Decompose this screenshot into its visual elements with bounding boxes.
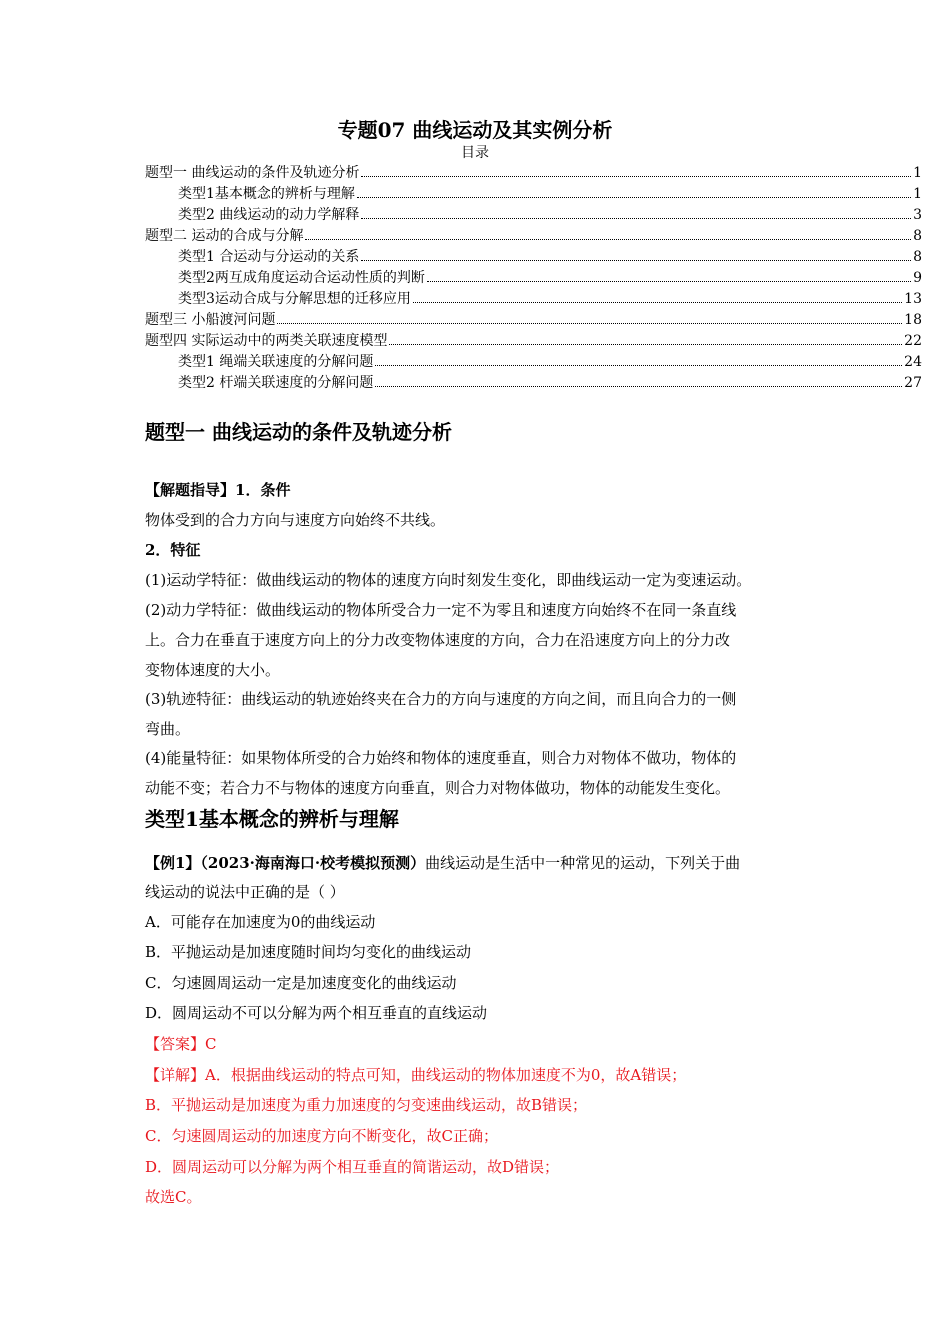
feature-line: (1)运动学特征：做曲线运动的物体的速度方向时刻发生变化，即曲线运动一定为变速运动。 <box>145 571 752 589</box>
answer-value: C <box>205 1035 217 1053</box>
example-label: 【例1】（2023·海南海口·校考模拟预测） <box>145 854 426 872</box>
explanation-text: 故选C。 <box>145 1188 202 1206</box>
option-b: B．平抛运动是加速度随时间均匀变化的曲线运动 <box>145 943 472 961</box>
guide-label: 【解题指导】1．条件 <box>145 481 291 499</box>
toc-entry[interactable] <box>145 309 922 330</box>
toc-entry[interactable] <box>145 288 922 309</box>
toc-entry-label: 题型三 小船渡河问题 <box>145 312 276 328</box>
toc-entry-label: 类型3运动合成与分解思想的迁移应用 <box>178 291 411 307</box>
toc-leader-dots <box>361 162 911 177</box>
toc-leader-dots <box>375 372 902 387</box>
answer-line <box>145 1033 217 1055</box>
toc-leader-dots <box>413 288 902 303</box>
guide-text: 物体受到的合力方向与速度方向始终不共线。 <box>145 511 446 529</box>
toc-entry[interactable] <box>145 204 922 225</box>
example-text: 线运动的说法中正确的是（ ） <box>145 883 345 901</box>
explanation-line <box>145 1064 686 1086</box>
feature-label: 2．特征 <box>145 541 201 559</box>
subsection-heading: 类型1基本概念的辨析与理解 <box>145 807 399 831</box>
example-line <box>145 852 740 874</box>
toc-entry-page: 1 <box>913 186 922 202</box>
toc-entry-page: 13 <box>904 291 922 307</box>
toc-leader-dots <box>389 330 902 345</box>
toc-entry-page: 18 <box>904 312 922 328</box>
feature-line: 上。合力在垂直于速度方向上的分力改变物体速度的方向，合力在沿速度方向上的分力改 <box>145 631 731 649</box>
toc-entry[interactable] <box>145 351 922 372</box>
toc-leader-dots <box>427 267 911 282</box>
toc-entry[interactable] <box>145 330 922 351</box>
toc-entry[interactable] <box>145 267 922 288</box>
toc-entry-label: 题型一 曲线运动的条件及轨迹分析 <box>145 165 360 181</box>
toc-leader-dots <box>357 183 911 198</box>
toc-entry-label: 题型二 运动的合成与分解 <box>145 228 304 244</box>
toc-entry-page: 22 <box>904 333 922 349</box>
feature-line: (4)能量特征：如果物体所受的合力始终和物体的速度垂直，则合力对物体不做功，物体的 <box>145 749 737 767</box>
toc-entry[interactable] <box>145 162 922 183</box>
toc-leader-dots <box>361 204 911 219</box>
document-title: 专题07 曲线运动及其实例分析 <box>337 118 613 142</box>
toc-leader-dots <box>375 351 902 366</box>
option-d: D．圆周运动不可以分解为两个相互垂直的直线运动 <box>145 1004 488 1022</box>
feature-line: 弯曲。 <box>145 720 191 738</box>
toc-entry-label: 类型1 绳端关联速度的分解问题 <box>178 354 374 370</box>
toc-entry-page: 8 <box>913 228 922 244</box>
answer-label: 【答案】 <box>145 1035 206 1053</box>
feature-line: (3)轨迹特征：曲线运动的轨迹始终夹在合力的方向与速度的方向之间，而且向合力的一侧 <box>145 690 737 708</box>
toc-entry[interactable] <box>145 246 922 267</box>
section-heading: 题型一 曲线运动的条件及轨迹分析 <box>145 420 452 444</box>
toc-entry-label: 类型2 杆端关联速度的分解问题 <box>178 375 374 391</box>
toc-entry-label: 类型2两互成角度运动合运动性质的判断 <box>178 270 425 286</box>
explanation-text: D．圆周运动可以分解为两个相互垂直的简谐运动，故D错误； <box>145 1158 560 1176</box>
toc-heading: 目录 <box>461 145 489 161</box>
toc-entry-label: 题型四 实际运动中的两类关联速度模型 <box>145 333 388 349</box>
option-c: C．匀速圆周运动一定是加速度变化的曲线运动 <box>145 974 457 992</box>
toc-entry-label: 类型1基本概念的辨析与理解 <box>178 186 355 202</box>
toc-entry-label: 类型1 合运动与分运动的关系 <box>178 249 360 265</box>
table-of-contents <box>145 162 922 393</box>
feature-line: (2)动力学特征：做曲线运动的物体所受合力一定不为零且和速度方向始终不在同一条直线 <box>145 601 737 619</box>
toc-entry[interactable] <box>145 372 922 393</box>
explanation-text: B．平抛运动是加速度为重力加速度的匀变速曲线运动，故B错误； <box>145 1096 588 1114</box>
toc-entry[interactable] <box>145 183 922 204</box>
toc-entry[interactable] <box>145 225 922 246</box>
toc-entry-page: 9 <box>913 270 922 286</box>
toc-entry-label: 类型2 曲线运动的动力学解释 <box>178 207 360 223</box>
toc-entry-page: 24 <box>904 354 922 370</box>
toc-leader-dots <box>361 246 911 261</box>
explanation-text: A．根据曲线运动的特点可知，曲线运动的物体加速度不为0，故A错误； <box>205 1066 687 1084</box>
feature-line: 动能不变；若合力不与物体的速度方向垂直，则合力对物体做功，物体的动能发生变化。 <box>145 779 731 797</box>
explanation-label: 【详解】 <box>145 1066 206 1084</box>
feature-line: 变物体速度的大小。 <box>145 661 281 679</box>
toc-entry-page: 3 <box>913 207 922 223</box>
toc-entry-page: 1 <box>913 165 922 181</box>
toc-leader-dots <box>277 309 902 324</box>
toc-leader-dots <box>305 225 911 240</box>
toc-entry-page: 27 <box>904 375 922 391</box>
explanation-text: C．匀速圆周运动的加速度方向不断变化，故C正确； <box>145 1127 498 1145</box>
toc-entry-page: 8 <box>913 249 922 265</box>
example-text: 曲线运动是生活中一种常见的运动，下列关于曲 <box>425 854 741 872</box>
option-a: A．可能存在加速度为0的曲线运动 <box>145 913 376 931</box>
